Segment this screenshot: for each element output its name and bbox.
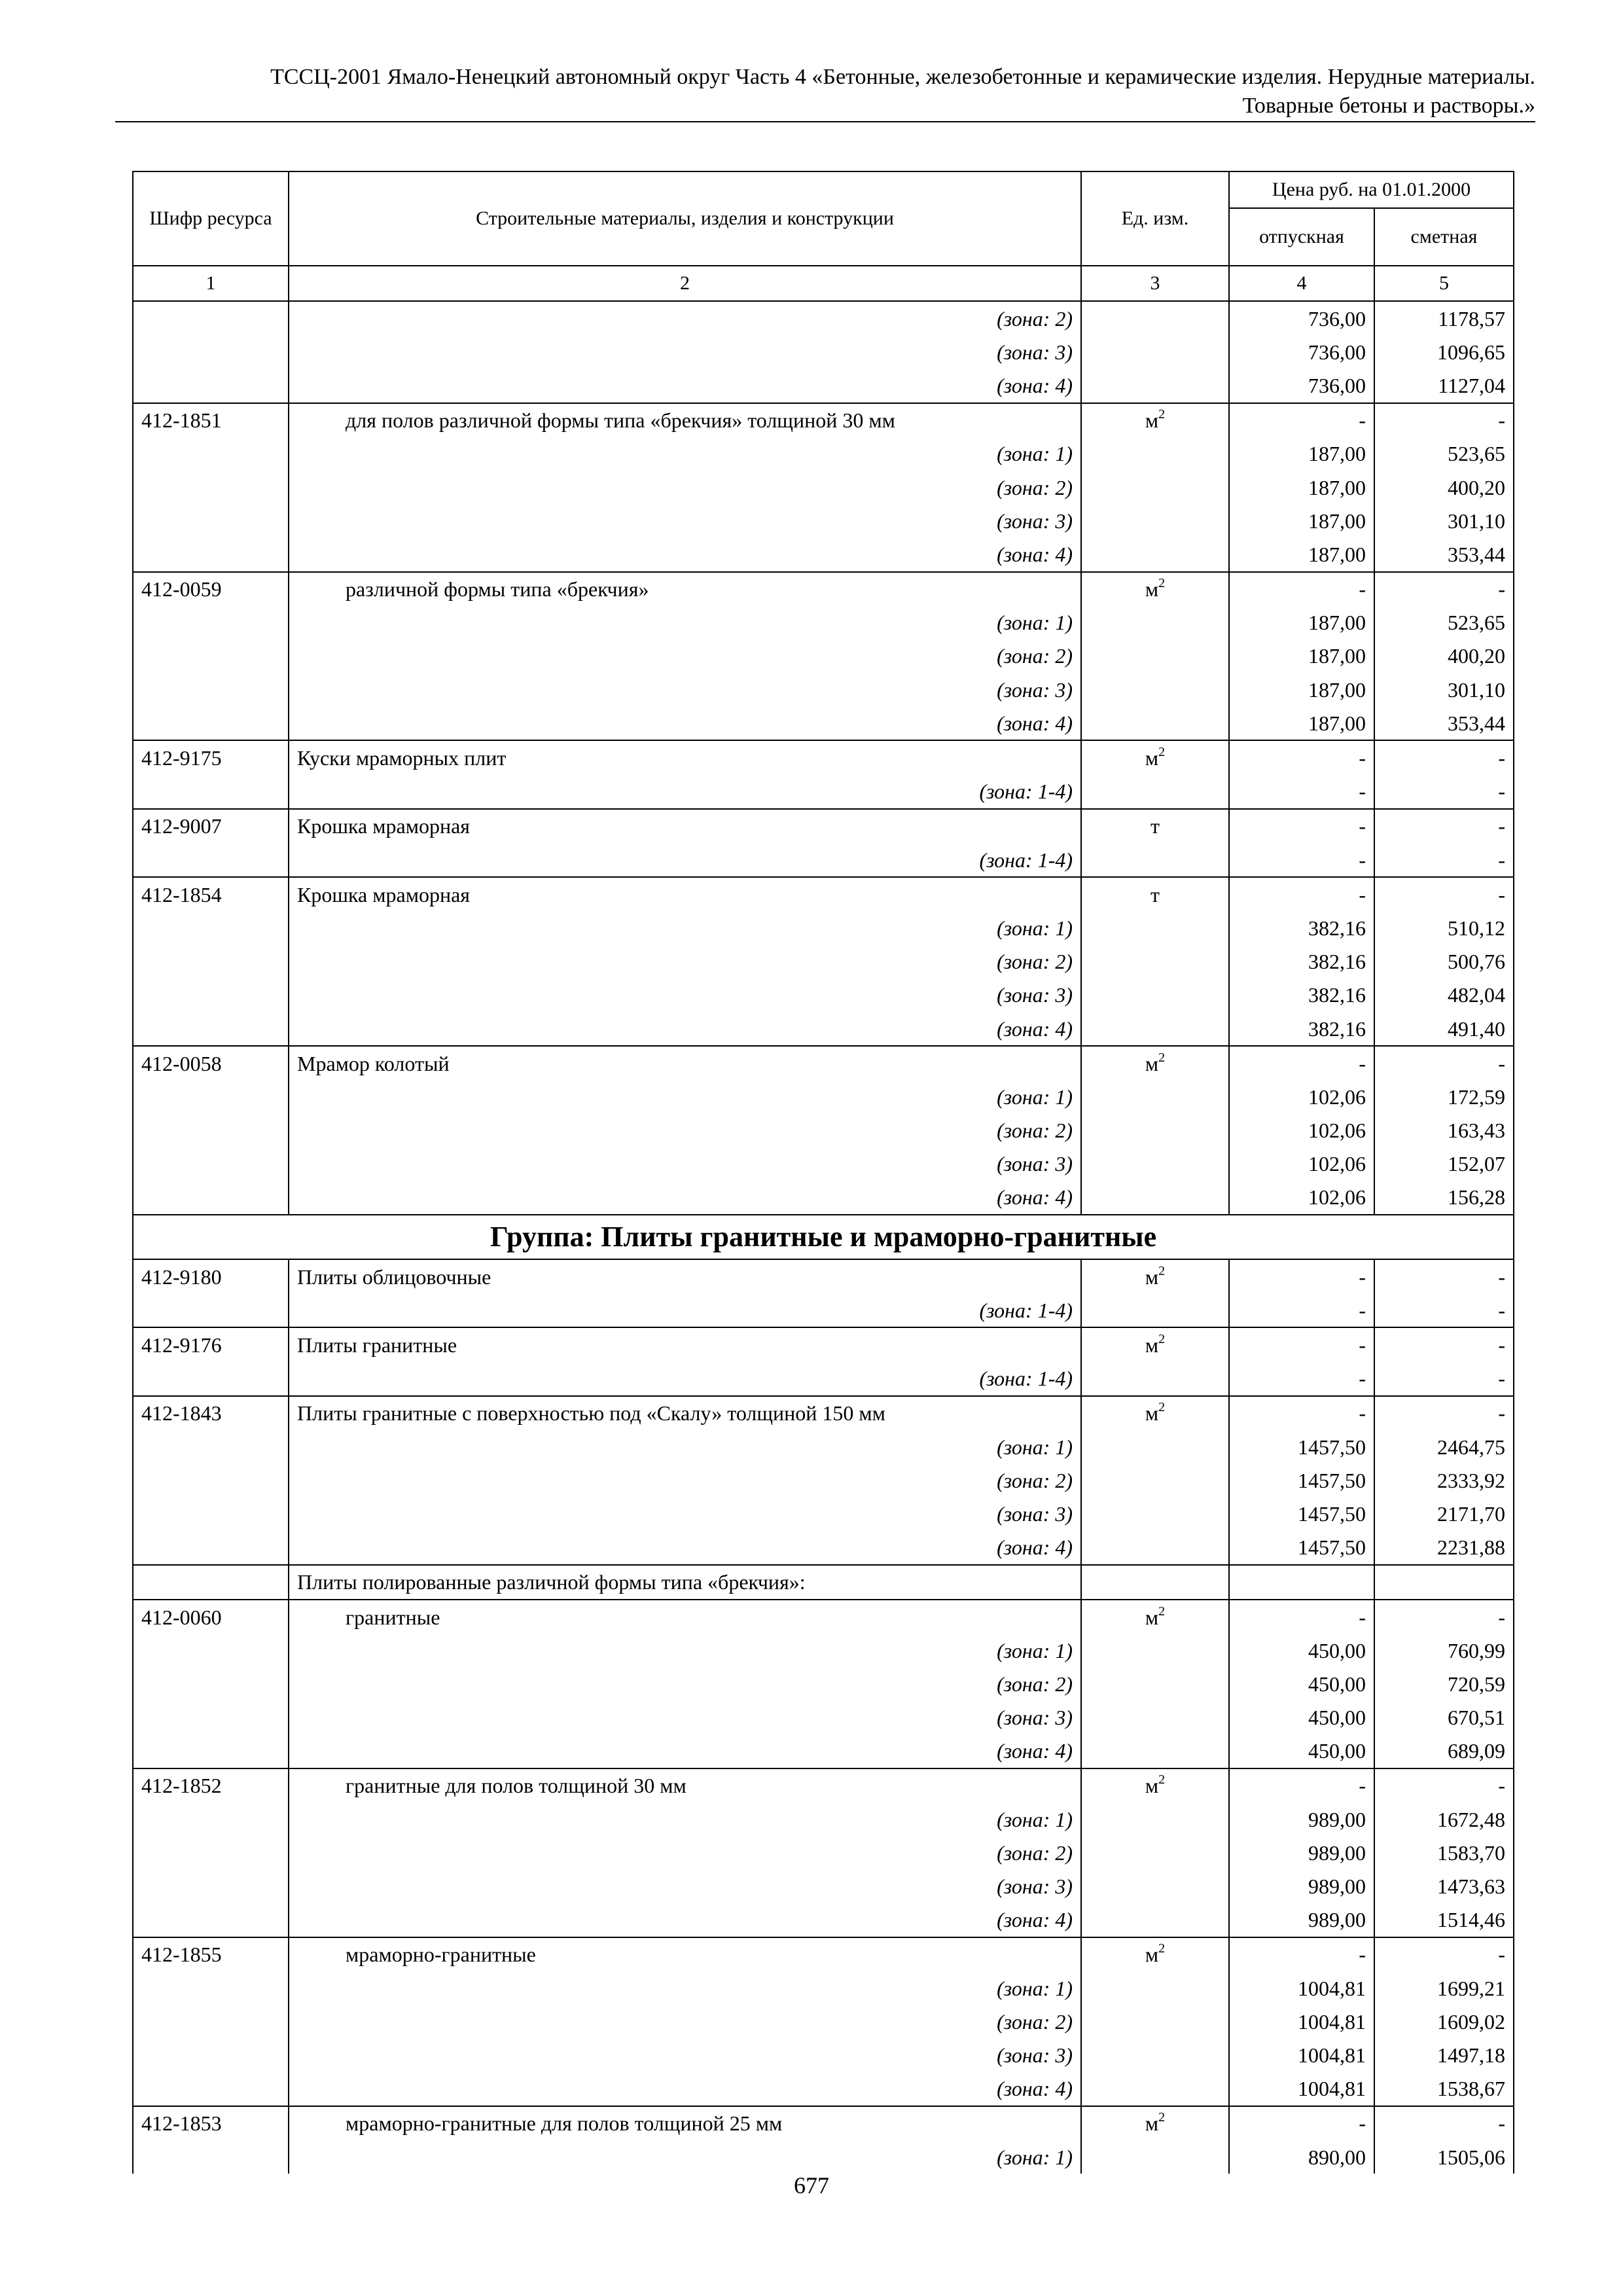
release-price: - bbox=[1229, 1600, 1374, 1634]
release-price: 187,00 bbox=[1229, 537, 1374, 571]
resource-block bbox=[133, 1046, 1514, 1215]
col-number: 1 bbox=[133, 266, 289, 301]
release-price: - bbox=[1229, 1293, 1374, 1327]
release-price: 102,06 bbox=[1229, 1114, 1374, 1147]
release-price: 1457,50 bbox=[1229, 1463, 1374, 1497]
estimate-price: - bbox=[1374, 1327, 1514, 1361]
resource-code: 412-9180 bbox=[133, 1259, 289, 1293]
estimate-price: 500,76 bbox=[1374, 945, 1514, 978]
estimate-price: 2231,88 bbox=[1374, 1531, 1514, 1565]
running-header bbox=[115, 63, 1535, 120]
zone-label: (зона: 4) bbox=[289, 1012, 1081, 1046]
release-price: - bbox=[1229, 1937, 1374, 1971]
estimate-price: - bbox=[1374, 775, 1514, 809]
estimate-price: 1583,70 bbox=[1374, 1836, 1514, 1869]
release-price: 102,06 bbox=[1229, 1147, 1374, 1181]
estimate-price: - bbox=[1374, 809, 1514, 843]
resource-block bbox=[133, 1600, 1514, 1768]
unit: $м^2$ bbox=[1081, 1937, 1229, 1971]
release-price: 187,00 bbox=[1229, 639, 1374, 673]
release-price: 102,06 bbox=[1229, 1181, 1374, 1215]
estimate-price: 400,20 bbox=[1374, 639, 1514, 673]
release-price: 989,00 bbox=[1229, 1803, 1374, 1836]
header-name: Строительные материалы, изделия и конструкции bbox=[289, 171, 1081, 266]
header-price: Цена руб. на 01.01.2000 bbox=[1229, 171, 1514, 208]
resource-name: Плиты гранитные с поверхностью под «Скалу» толщиной 150 мм bbox=[289, 1396, 1081, 1430]
resource-code: 412-1853 bbox=[133, 2106, 289, 2140]
zone-label: (зона: 4) bbox=[289, 1903, 1081, 1937]
resource-code: 412-0059 bbox=[133, 572, 289, 606]
zone-label: (зона: 2) bbox=[289, 1114, 1081, 1147]
release-price: 187,00 bbox=[1229, 504, 1374, 537]
zone-label: (зона: 1) bbox=[289, 1803, 1081, 1836]
estimate-price: 720,59 bbox=[1374, 1667, 1514, 1700]
resource-name: мраморно-гранитные для полов толщиной 25 мм bbox=[289, 2106, 1081, 2140]
header-line-2: Товарные бетоны и растворы.» bbox=[1242, 94, 1535, 118]
estimate-price: - bbox=[1374, 1362, 1514, 1396]
resource-code: 412-9175 bbox=[133, 740, 289, 774]
resource-name: различной формы типа «брекчия» bbox=[289, 572, 1081, 606]
estimate-price: 1538,67 bbox=[1374, 2072, 1514, 2106]
estimate-price: - bbox=[1374, 572, 1514, 606]
release-price: 1457,50 bbox=[1229, 1430, 1374, 1463]
zone-label: (зона: 1) bbox=[289, 1634, 1081, 1667]
estimate-price: 152,07 bbox=[1374, 1147, 1514, 1181]
release-price: - bbox=[1229, 1259, 1374, 1293]
estimate-price: 523,65 bbox=[1374, 606, 1514, 639]
estimate-price: 301,10 bbox=[1374, 504, 1514, 537]
resource-block bbox=[133, 809, 1514, 877]
release-price: 1457,50 bbox=[1229, 1531, 1374, 1565]
estimate-price: - bbox=[1374, 1046, 1514, 1080]
release-price: 1004,81 bbox=[1229, 1971, 1374, 2005]
resource-block bbox=[133, 1259, 1514, 1327]
zone-label: (зона: 1) bbox=[289, 437, 1081, 471]
resource-block bbox=[133, 301, 1514, 403]
zone-label: (зона: 2) bbox=[289, 1836, 1081, 1869]
resource-code: 412-1851 bbox=[133, 403, 289, 437]
zone-label: (зона: 1-4) bbox=[289, 775, 1081, 809]
zone-label: (зона: 4) bbox=[289, 1531, 1081, 1565]
zone-label: (зона: 4) bbox=[289, 1734, 1081, 1768]
release-price: - bbox=[1229, 740, 1374, 774]
zone-label: (зона: 4) bbox=[289, 537, 1081, 571]
zone-label: (зона: 2) bbox=[289, 945, 1081, 978]
estimate-price: 1514,46 bbox=[1374, 1903, 1514, 1937]
estimate-price: 491,40 bbox=[1374, 1012, 1514, 1046]
estimate-price: - bbox=[1374, 1600, 1514, 1634]
release-price: 382,16 bbox=[1229, 945, 1374, 978]
estimate-price: 1497,18 bbox=[1374, 2038, 1514, 2072]
estimate-price: - bbox=[1374, 1396, 1514, 1430]
zone-label: (зона: 4) bbox=[289, 2072, 1081, 2106]
resource-name: Крошка мраморная bbox=[289, 809, 1081, 843]
estimate-price: 1699,21 bbox=[1374, 1971, 1514, 2005]
estimate-price: 2171,70 bbox=[1374, 1497, 1514, 1530]
estimate-price: 400,20 bbox=[1374, 471, 1514, 504]
zone-label: (зона: 2) bbox=[289, 639, 1081, 673]
release-price: 450,00 bbox=[1229, 1667, 1374, 1700]
release-price: 187,00 bbox=[1229, 606, 1374, 639]
subheading-block bbox=[133, 1565, 1514, 1600]
release-price: 1004,81 bbox=[1229, 2072, 1374, 2106]
zone-label: (зона: 1) bbox=[289, 1430, 1081, 1463]
resource-code: 412-1854 bbox=[133, 877, 289, 911]
unit: т bbox=[1081, 877, 1229, 911]
release-price: - bbox=[1229, 572, 1374, 606]
release-price: - bbox=[1229, 775, 1374, 809]
estimate-price: 523,65 bbox=[1374, 437, 1514, 471]
zone-label: (зона: 3) bbox=[289, 978, 1081, 1012]
resource-block bbox=[133, 1768, 1514, 1937]
resource-block bbox=[133, 1396, 1514, 1565]
release-price: - bbox=[1229, 2106, 1374, 2140]
estimate-price: 301,10 bbox=[1374, 673, 1514, 706]
release-price: 450,00 bbox=[1229, 1634, 1374, 1667]
zone-label: (зона: 4) bbox=[289, 368, 1081, 403]
release-price: 450,00 bbox=[1229, 1701, 1374, 1734]
release-price: 382,16 bbox=[1229, 978, 1374, 1012]
estimate-price: 2333,92 bbox=[1374, 1463, 1514, 1497]
release-price: - bbox=[1229, 877, 1374, 911]
zone-label: (зона: 3) bbox=[289, 1497, 1081, 1530]
zone-label: (зона: 4) bbox=[289, 1181, 1081, 1215]
header-code: Шифр ресурса bbox=[133, 171, 289, 266]
estimate-price: 510,12 bbox=[1374, 911, 1514, 944]
estimate-price: 1127,04 bbox=[1374, 368, 1514, 403]
estimate-price: - bbox=[1374, 2106, 1514, 2140]
release-price: 989,00 bbox=[1229, 1903, 1374, 1937]
subheading: Плиты полированные различной формы типа «брекчия»: bbox=[289, 1565, 1081, 1600]
resource-name: Мрамор колотый bbox=[289, 1046, 1081, 1080]
release-price: - bbox=[1229, 843, 1374, 877]
zone-label: (зона: 1) bbox=[289, 2140, 1081, 2174]
unit: $м^2$ bbox=[1081, 1600, 1229, 1634]
col-number: 2 bbox=[289, 266, 1081, 301]
estimate-price: - bbox=[1374, 843, 1514, 877]
zone-label: (зона: 3) bbox=[289, 1869, 1081, 1903]
resource-block bbox=[133, 572, 1514, 741]
release-price: - bbox=[1229, 403, 1374, 437]
zone-label: (зона: 3) bbox=[289, 335, 1081, 368]
resource-code: 412-9176 bbox=[133, 1327, 289, 1361]
release-price: 187,00 bbox=[1229, 471, 1374, 504]
estimate-price: - bbox=[1374, 1259, 1514, 1293]
release-price: 1457,50 bbox=[1229, 1497, 1374, 1530]
release-price: - bbox=[1229, 1396, 1374, 1430]
estimate-price: - bbox=[1374, 877, 1514, 911]
estimate-price: 2464,75 bbox=[1374, 1430, 1514, 1463]
zone-label: (зона: 1) bbox=[289, 606, 1081, 639]
estimate-price: 353,44 bbox=[1374, 537, 1514, 571]
page-number: 677 bbox=[794, 2172, 829, 2198]
release-price: 1004,81 bbox=[1229, 2005, 1374, 2038]
resource-code: 412-1843 bbox=[133, 1396, 289, 1430]
estimate-price: - bbox=[1374, 1937, 1514, 1971]
resource-block bbox=[133, 740, 1514, 808]
estimate-price: 1473,63 bbox=[1374, 1869, 1514, 1903]
zone-label: (зона: 2) bbox=[289, 2005, 1081, 2038]
estimate-price: 353,44 bbox=[1374, 706, 1514, 740]
release-price: 382,16 bbox=[1229, 911, 1374, 944]
release-price: 187,00 bbox=[1229, 673, 1374, 706]
unit: т bbox=[1081, 809, 1229, 843]
zone-label: (зона: 1-4) bbox=[289, 843, 1081, 877]
unit: $м^2$ bbox=[1081, 1046, 1229, 1080]
resource-name: Крошка мраморная bbox=[289, 877, 1081, 911]
estimate-price: 1178,57 bbox=[1374, 301, 1514, 335]
resource-name: Плиты гранитные bbox=[289, 1327, 1081, 1361]
resource-name: гранитные bbox=[289, 1600, 1081, 1634]
resource-block bbox=[133, 877, 1514, 1046]
zone-label: (зона: 3) bbox=[289, 504, 1081, 537]
unit: $м^2$ bbox=[1081, 403, 1229, 437]
zone-label: (зона: 1) bbox=[289, 1971, 1081, 2005]
zone-label: (зона: 1) bbox=[289, 1080, 1081, 1113]
release-price: 736,00 bbox=[1229, 335, 1374, 368]
header-line-1: ТССЦ-2001 Ямало-Ненецкий автономный округ Часть 4 «Бетонные, железобетонные и керамические изделия. Нерудные материалы. bbox=[270, 65, 1535, 89]
col-number: 3 bbox=[1081, 266, 1229, 301]
resource-name: Куски мраморных плит bbox=[289, 740, 1081, 774]
release-price: 102,06 bbox=[1229, 1080, 1374, 1113]
estimate-price: 760,99 bbox=[1374, 1634, 1514, 1667]
header-divider bbox=[115, 121, 1535, 122]
release-price: 382,16 bbox=[1229, 1012, 1374, 1046]
resource-block bbox=[133, 1937, 1514, 2106]
zone-label: (зона: 3) bbox=[289, 2038, 1081, 2072]
zone-label: (зона: 1-4) bbox=[289, 1362, 1081, 1396]
unit: $м^2$ bbox=[1081, 2106, 1229, 2140]
zone-label: (зона: 1) bbox=[289, 911, 1081, 944]
zone-label: (зона: 2) bbox=[289, 1667, 1081, 1700]
resource-block bbox=[133, 403, 1514, 572]
estimate-price: 1609,02 bbox=[1374, 2005, 1514, 2038]
unit: $м^2$ bbox=[1081, 1327, 1229, 1361]
release-price: 890,00 bbox=[1229, 2140, 1374, 2174]
resource-code: 412-9007 bbox=[133, 809, 289, 843]
resource-name: мраморно-гранитные bbox=[289, 1937, 1081, 1971]
release-price: 989,00 bbox=[1229, 1836, 1374, 1869]
zone-label: (зона: 2) bbox=[289, 471, 1081, 504]
resource-block bbox=[133, 1327, 1514, 1395]
zone-label: (зона: 3) bbox=[289, 1701, 1081, 1734]
group-title: Группа: Плиты гранитные и мраморно-гранитные bbox=[133, 1215, 1514, 1259]
estimate-price: 482,04 bbox=[1374, 978, 1514, 1012]
release-price: 187,00 bbox=[1229, 437, 1374, 471]
release-price: 1004,81 bbox=[1229, 2038, 1374, 2072]
price-table bbox=[132, 171, 1514, 2174]
release-price: - bbox=[1229, 809, 1374, 843]
resource-code: 412-0060 bbox=[133, 1600, 289, 1634]
resource-block bbox=[133, 2106, 1514, 2174]
estimate-price: 163,43 bbox=[1374, 1114, 1514, 1147]
unit: $м^2$ bbox=[1081, 740, 1229, 774]
estimate-price: - bbox=[1374, 1293, 1514, 1327]
group-block bbox=[133, 1215, 1514, 1259]
resource-code: 412-1855 bbox=[133, 1937, 289, 1971]
resource-code: 412-0058 bbox=[133, 1046, 289, 1080]
release-price: - bbox=[1229, 1362, 1374, 1396]
release-price: 187,00 bbox=[1229, 706, 1374, 740]
estimate-price: 1096,65 bbox=[1374, 335, 1514, 368]
release-price: - bbox=[1229, 1768, 1374, 1803]
col-number: 4 bbox=[1229, 266, 1374, 301]
release-price: 736,00 bbox=[1229, 301, 1374, 335]
estimate-price: 689,09 bbox=[1374, 1734, 1514, 1768]
zone-label: (зона: 4) bbox=[289, 706, 1081, 740]
zone-label: (зона: 1-4) bbox=[289, 1293, 1081, 1327]
unit: $м^2$ bbox=[1081, 572, 1229, 606]
estimate-price: - bbox=[1374, 740, 1514, 774]
zone-label: (зона: 3) bbox=[289, 1147, 1081, 1181]
resource-name: гранитные для полов толщиной 30 мм bbox=[289, 1768, 1081, 1803]
resource-name: для полов различной формы типа «брекчия» толщиной 30 мм bbox=[289, 403, 1081, 437]
estimate-price: 670,51 bbox=[1374, 1701, 1514, 1734]
header-release-price: отпускная bbox=[1229, 208, 1374, 266]
zone-label: (зона: 2) bbox=[289, 1463, 1081, 1497]
estimate-price: 172,59 bbox=[1374, 1080, 1514, 1113]
resource-code: 412-1852 bbox=[133, 1768, 289, 1803]
header-estimate-price: сметная bbox=[1374, 208, 1514, 266]
estimate-price: 156,28 bbox=[1374, 1181, 1514, 1215]
estimate-price: 1505,06 bbox=[1374, 2140, 1514, 2174]
release-price: 989,00 bbox=[1229, 1869, 1374, 1903]
release-price: 736,00 bbox=[1229, 368, 1374, 403]
estimate-price: 1672,48 bbox=[1374, 1803, 1514, 1836]
zone-label: (зона: 2) bbox=[289, 301, 1081, 335]
unit: $м^2$ bbox=[1081, 1259, 1229, 1293]
zone-label: (зона: 3) bbox=[289, 673, 1081, 706]
unit: $м^2$ bbox=[1081, 1396, 1229, 1430]
resource-name: Плиты облицовочные bbox=[289, 1259, 1081, 1293]
estimate-price: - bbox=[1374, 1768, 1514, 1803]
release-price: - bbox=[1229, 1046, 1374, 1080]
col-number: 5 bbox=[1374, 266, 1514, 301]
estimate-price: - bbox=[1374, 403, 1514, 437]
header-unit: Ед. изм. bbox=[1081, 171, 1229, 266]
release-price: 450,00 bbox=[1229, 1734, 1374, 1768]
release-price: - bbox=[1229, 1327, 1374, 1361]
unit: $м^2$ bbox=[1081, 1768, 1229, 1803]
